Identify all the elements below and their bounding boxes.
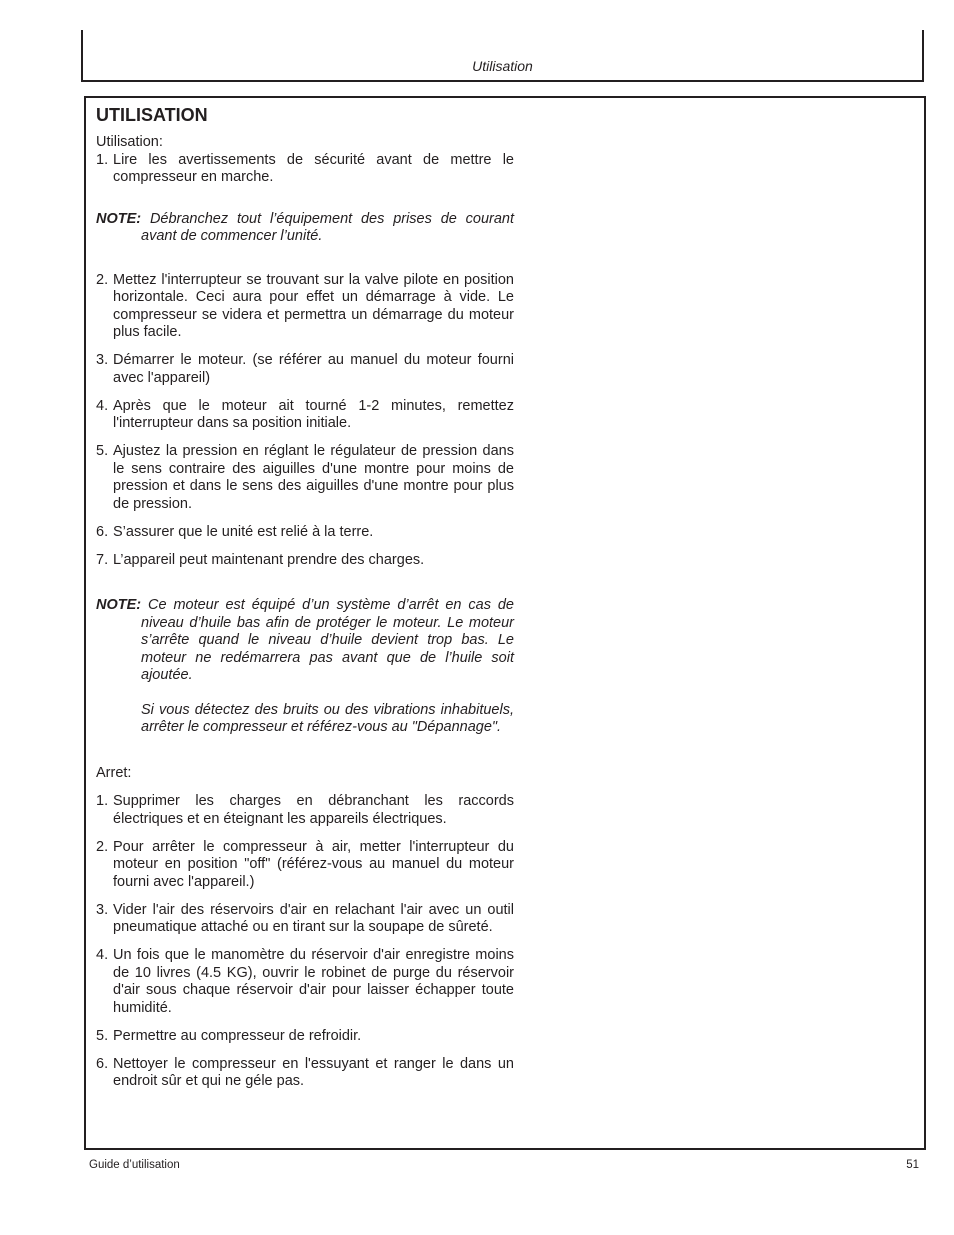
list-item	[96, 443, 514, 513]
note-2	[96, 597, 514, 685]
page-number: 51	[906, 1159, 919, 1171]
list-item	[96, 1028, 514, 1046]
item-number: 2.	[96, 271, 109, 288]
item-number: 3.	[96, 901, 109, 918]
item-text: Permettre au compresseur de refroidir.	[113, 1027, 362, 1044]
section-title: UTILISATION	[96, 105, 208, 125]
note-2-continued: Si vous détectez des bruits ou des vibrations inhabituels, arrêter le compresseur et référez-vous au "Dépannage".	[141, 701, 514, 735]
intro-label: Utilisation:	[96, 134, 163, 150]
item-text: Vider l'air des réservoirs d'air en relachant l'air avec un outil pneumatique attaché ou en tirant sur la soupape de sûreté.	[113, 901, 514, 935]
list-item	[96, 272, 514, 342]
list-item	[96, 352, 514, 387]
list-item	[96, 152, 514, 187]
item-text: Un fois que le manomètre du réservoir d'air enregistre moins de 10 livres (4.5 KG), ouvrir le robinet de purge du réservoir d'air sous chaque réservoir d'air pour laisser échapper toute humidité.	[113, 947, 514, 1016]
stop-label: Arret:	[96, 764, 132, 781]
list-item	[96, 839, 514, 892]
item-number: 7.	[96, 551, 109, 568]
item-number: 4.	[96, 947, 109, 963]
item-text: Démarrer le moteur. (se référer au manuel du moteur fourni avec l'appareil)	[113, 352, 514, 386]
header-title: Utilisation	[472, 58, 533, 74]
list-item	[96, 1056, 514, 1091]
note-1	[96, 211, 514, 246]
item-text: L’appareil peut maintenant prendre des charges.	[113, 551, 425, 568]
item-number: 5.	[96, 443, 109, 459]
list-item	[96, 902, 514, 937]
list-item	[96, 398, 514, 433]
stop-steps-list	[96, 793, 514, 1091]
item-number: 1.	[96, 151, 109, 168]
item-text: Nettoyer le compresseur en l'essuyant et ranger le dans un endroit sûr et qui ne géle pas.	[113, 1055, 514, 1089]
list-item	[96, 793, 514, 828]
content-box	[84, 96, 926, 1150]
steps-list-b	[96, 272, 514, 570]
list-item	[96, 552, 514, 570]
item-number: 5.	[96, 1027, 109, 1044]
item-number: 4.	[96, 397, 109, 414]
item-number: 1.	[96, 793, 109, 809]
item-number: 3.	[96, 352, 109, 368]
note-text: Ce moteur est équipé d’un système d’arrêt en cas de niveau d’huile bas afin de protéger le moteur. Le moteur s’arrête quand le niveau d’huile devient trop bas. Le moteur ne redémarrera pas avant que de l’huile soit ajoutée.	[141, 597, 514, 683]
list-item	[96, 947, 514, 1017]
item-text: Pour arrêter le compresseur à air, metter l'interrupteur du moteur en position "off" (référez-vous au manuel du moteur fourni avec l'appareil.)	[113, 838, 514, 890]
item-number: 6.	[96, 523, 109, 540]
item-text: Après que le moteur ait tourné 1-2 minutes, remettez l'interrupteur dans sa position initiale.	[113, 397, 514, 431]
item-text: S’assurer que le unité est relié à la terre.	[113, 523, 374, 540]
note-text: Débranchez tout l’équipement des prises de courant avant de commencer l’unité.	[141, 210, 515, 244]
note-label: NOTE:	[96, 597, 142, 613]
item-text: Mettez l'interrupteur se trouvant sur la valve pilote en position horizontale. Ceci aura pour effet un démarrage à vide. Le compresseur se videra et permettra un démarrage du moteur plus facile.	[113, 271, 514, 340]
list-item	[96, 524, 514, 542]
footer-guide-title: Guide d’utilisation	[89, 1159, 180, 1171]
item-text: Lire les avertissements de sécurité avant de mettre le compresseur en marche.	[113, 151, 514, 185]
item-number: 6.	[96, 1055, 109, 1072]
text-column	[96, 104, 514, 1101]
page-header	[81, 30, 924, 82]
steps-list-a	[96, 152, 514, 187]
note-label: NOTE:	[96, 210, 142, 227]
item-number: 2.	[96, 838, 109, 855]
item-text: Supprimer les charges en débranchant les raccords électriques et en éteignant les appareils électriques.	[113, 793, 514, 827]
item-text: Ajustez la pression en réglant le régulateur de pression dans le sens contraire des aiguilles d'une montre pour moins de pression et dans le sens des aiguilles d'une montre pour plus de pression.	[113, 443, 514, 512]
